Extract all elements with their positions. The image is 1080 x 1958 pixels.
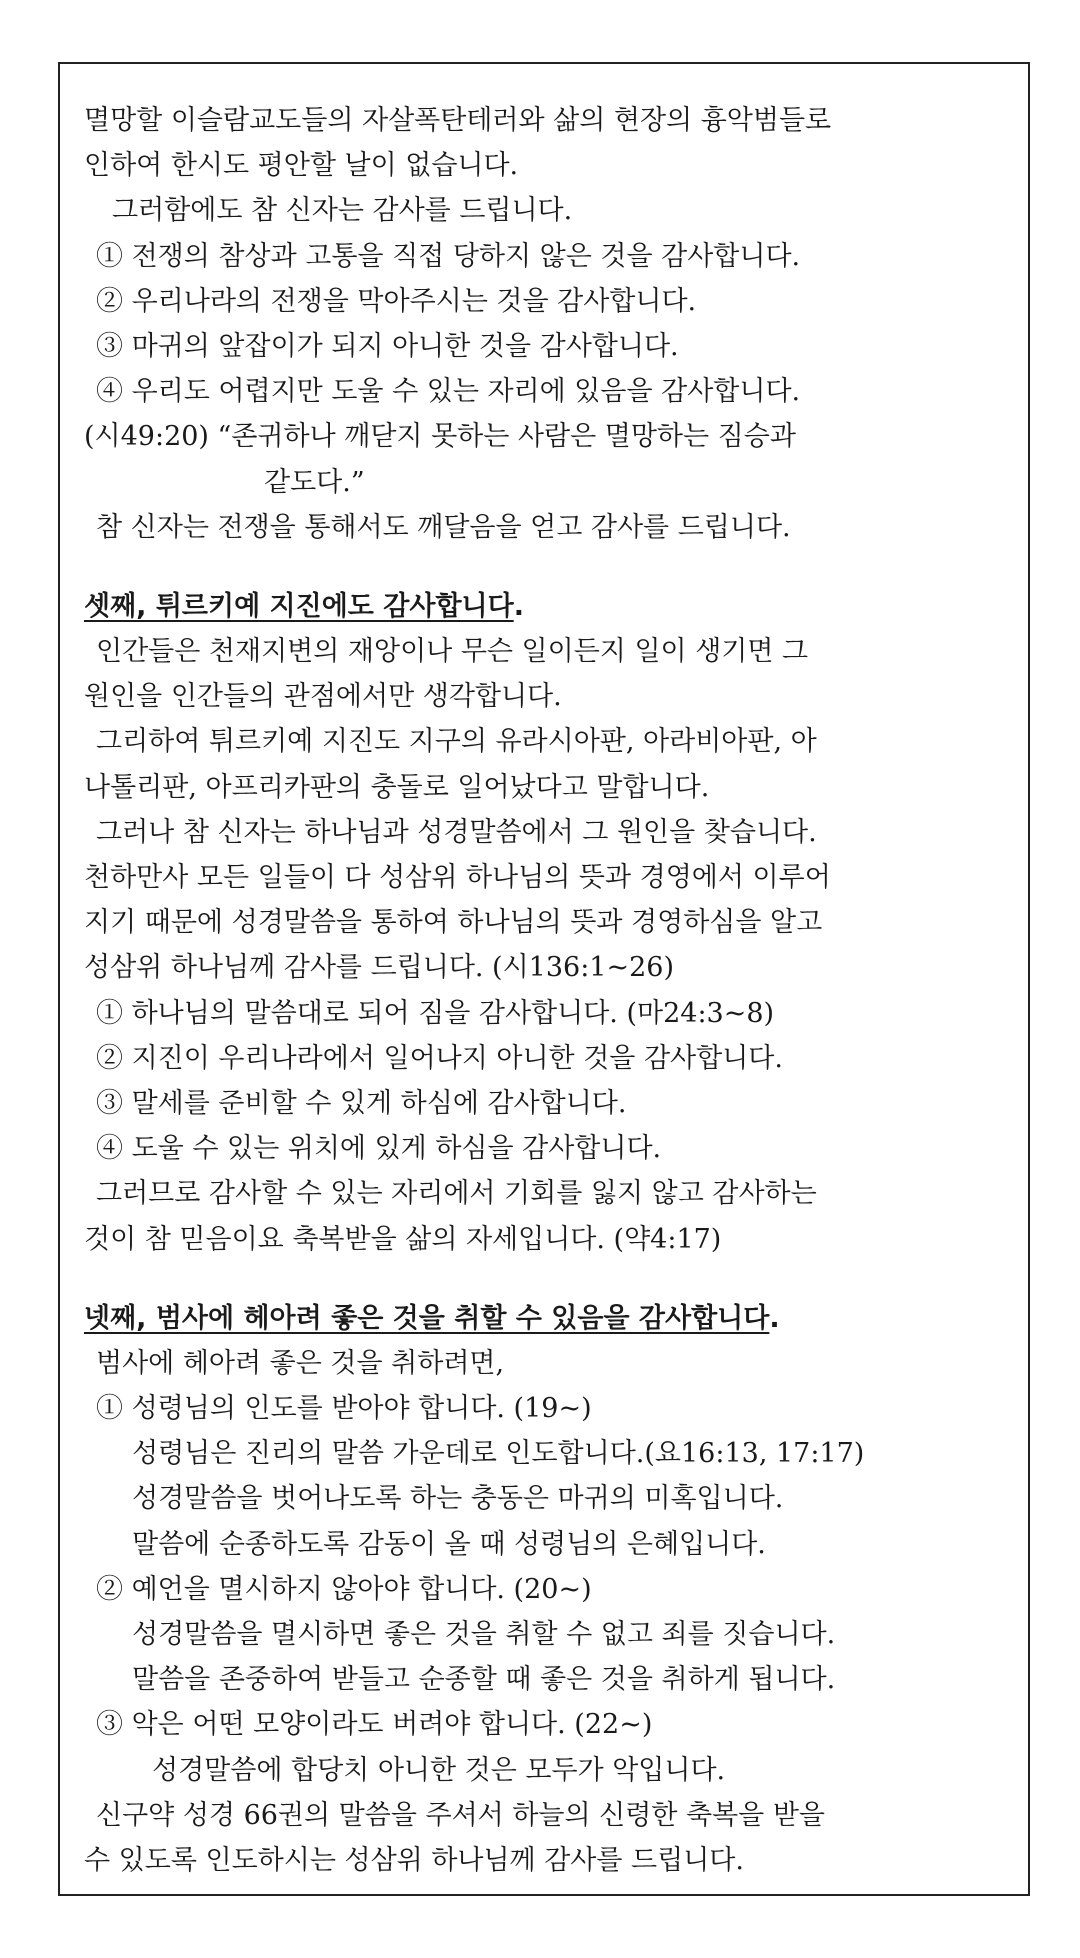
text-line: 멸망할 이슬람교도들의 자살폭탄테러와 삶의 현장의 흉악범들로	[84, 105, 832, 136]
sub-item: 말씀을 존중하여 받들고 순종할 때 좋은 것을 취하게 됩니다.	[132, 1664, 836, 1696]
text-line: 그러나 참 신자는 하나님과 성경말씀에서 그 원인을 찾습니다.	[96, 816, 817, 848]
heading-text: 셋째, 튀르키예 지진에도 감사합니다	[84, 590, 514, 622]
list-item: ④ 도울 수 있는 위치에 있게 하심을 감사합니다.	[96, 1133, 662, 1165]
text-line: 나톨리판, 아프리카판의 충돌로 일어났다고 말합니다.	[84, 771, 710, 803]
section-gap	[84, 1262, 1004, 1296]
section-heading-fourth: 넷째, 범사에 헤아려 좋은 것을 취할 수 있음을 감사합니다.	[84, 1302, 780, 1334]
list-item: ④ 우리도 어렵지만 도울 수 있는 자리에 있음을 감사합니다.	[96, 376, 801, 408]
text-line: 그러함에도 참 신자는 감사를 드립니다.	[112, 195, 573, 227]
text-line: 범사에 헤아려 좋은 것을 취하려면,	[96, 1347, 505, 1379]
section-gap	[84, 550, 1004, 584]
heading-text: 넷째, 범사에 헤아려 좋은 것을 취할 수 있음을 감사합니다	[84, 1302, 770, 1334]
scripture-quote: (시49:20) “존귀하나 깨닫지 못하는 사람은 멸망하는 짐승과	[84, 421, 796, 453]
text-line: 신구약 성경 66권의 말씀을 주셔서 하늘의 신령한 축복을 받을	[96, 1799, 825, 1831]
text-line: 그러므로 감사할 수 있는 자리에서 기회를 잃지 않고 감사하는	[96, 1178, 817, 1210]
document-frame	[58, 62, 1030, 1896]
text-line: 원인을 인간들의 관점에서만 생각합니다.	[84, 681, 562, 713]
section-heading-third: 셋째, 튀르키예 지진에도 감사합니다.	[84, 590, 524, 622]
list-item: ③ 마귀의 앞잡이가 되지 아니한 것을 감사합니다.	[96, 330, 679, 362]
text-line: 그리하여 튀르키예 지진도 지구의 유라시아판, 아라비아판, 아	[96, 726, 817, 758]
text-line: 지기 때문에 성경말씀을 통하여 하나님의 뜻과 경영하심을 알고	[84, 907, 823, 939]
text-line: 성삼위 하나님께 감사를 드립니다. (시136:1~26)	[84, 952, 674, 984]
list-item: ③ 말세를 준비할 수 있게 하심에 감사합니다.	[96, 1087, 627, 1119]
list-item: ② 예언을 멸시하지 않아야 합니다. (20~)	[96, 1573, 592, 1605]
scripture-quote-cont: 같도다.”	[264, 466, 365, 498]
text-line: 것이 참 믿음이요 축복받을 삶의 자세입니다. (약4:17)	[84, 1223, 722, 1255]
list-item: ① 성령님의 인도를 받아야 합니다. (19~)	[96, 1393, 592, 1425]
sub-item: 성경말씀을 벗어나도록 하는 충동은 마귀의 미혹입니다.	[132, 1483, 784, 1515]
list-item: ① 전쟁의 참상과 고통을 직접 당하지 않은 것을 감사합니다.	[96, 240, 801, 272]
list-item: ③ 악은 어떤 모양이라도 버려야 합니다. (22~)	[96, 1709, 653, 1741]
sub-item: 말씀에 순종하도록 감동이 올 때 성령님의 은혜입니다.	[132, 1528, 766, 1560]
text-line: 인간들은 천재지변의 재앙이나 무슨 일이든지 일이 생기면 그	[96, 636, 809, 668]
sub-item: 성경말씀에 합당치 아니한 것은 모두가 악입니다.	[152, 1754, 726, 1786]
text-line: 수 있도록 인도하시는 성삼위 하나님께 감사를 드립니다.	[84, 1844, 744, 1876]
text-line: 인하여 한시도 평안할 날이 없습니다.	[84, 150, 519, 182]
list-item: ② 지진이 우리나라에서 일어나지 아니한 것을 감사합니다.	[96, 1042, 783, 1074]
sub-item: 성령님은 진리의 말씀 가운데로 인도합니다.(요16:13, 17:17)	[132, 1438, 865, 1470]
list-item: ① 하나님의 말씀대로 되어 짐을 감사합니다. (마24:3~8)	[96, 997, 775, 1029]
text-line: 참 신자는 전쟁을 통해서도 깨달음을 얻고 감사를 드립니다.	[96, 511, 791, 543]
sub-item: 성경말씀을 멸시하면 좋은 것을 취할 수 없고 죄를 짓습니다.	[132, 1619, 836, 1650]
list-item: ② 우리나라의 전쟁을 막아주시는 것을 감사합니다.	[96, 285, 697, 317]
text-line: 천하만사 모든 일들이 다 성삼위 하나님의 뜻과 경영에서 이루어	[84, 862, 831, 893]
